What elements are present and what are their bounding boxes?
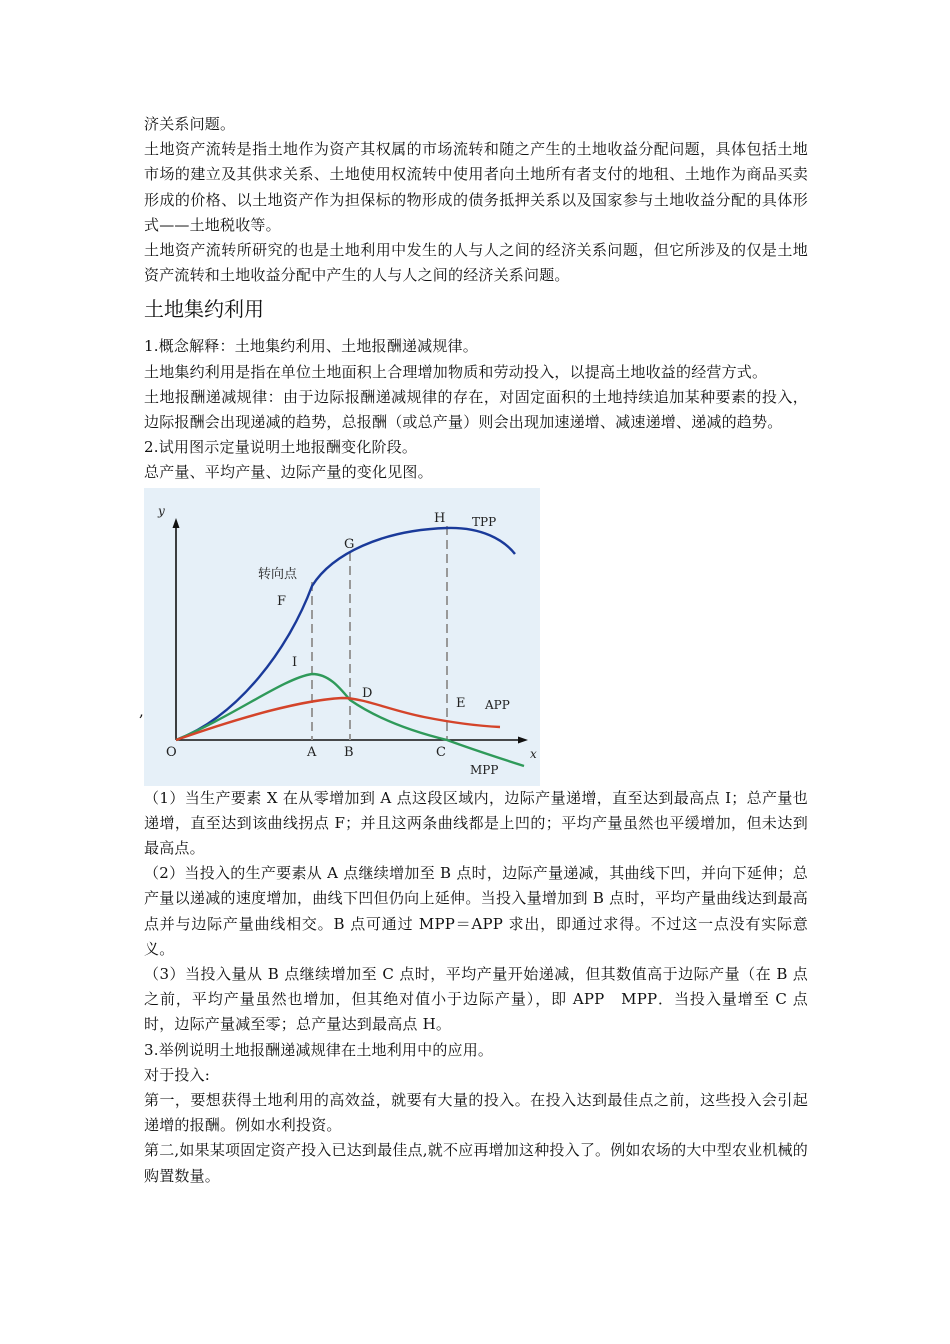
document-page: [139, 112, 808, 1189]
paragraph: 2.试用图示定量说明土地报酬变化阶段。: [144, 438, 418, 457]
tick-label-c: C: [436, 744, 446, 760]
production-curves-chart: [144, 488, 540, 786]
y-axis-label: y: [158, 503, 165, 518]
paragraph: 第二,如果某项固定资产投入已达到最佳点,就不应再增加这种投入了。例如农场的大中型农业机械的购置数量。: [144, 1141, 808, 1185]
paragraph: 土地资产流转是指土地作为资产其权属的市场流转和随之产生的土地收益分配问题，具体包括土地市场的建立及其供求关系、土地使用权流转中使用者向土地所有者支付的地租、土地作为商品买卖形成的价格、以土地资产作为担保标的物形成的债务抵押关系以及国家参与土地收益分配的具体形式——土地税收等。: [144, 140, 808, 234]
production-curves-figure: [139, 488, 540, 786]
paragraph: 对于投入:: [144, 1065, 211, 1084]
tick-label-a: A: [307, 744, 317, 760]
paragraph: 土地报酬递减规律：由于边际报酬递减规律的存在，对固定面积的土地持续追加某种要素的投入，边际报酬会出现递减的趋势，总报酬（或总产量）则会出现加速递增、减速递增、递减的趋势。: [144, 387, 808, 432]
point-label-i: I: [292, 654, 298, 670]
section-heading: 土地集约利用: [144, 297, 264, 322]
paragraph: 土地集约利用是指在单位土地面积上合理增加物质和劳动投入，以提高土地收益的经营方式。: [144, 362, 768, 381]
point-label-e: E: [456, 695, 466, 711]
point-label-d: D: [362, 685, 373, 701]
paragraph: （1）当生产要素 X 在从零增加到 A 点这段区域内，边际产量递增，直至达到最高点 I；总产量也递增，直至达到该曲线拐点 F；并且这两条曲线都是上凹的；平均产量虽然也平缓增加，但未达到最高点。: [144, 788, 808, 858]
paragraph: （2）当投入的生产要素从 A 点继续增加至 B 点时，边际产量递减，其曲线下凹，并向下延伸；总产量以递减的速度增加，曲线下凹但仍向上延伸。当投入量增加到 B 点时，平均产量曲线达到最高点并与边际产量曲线相交。B 点可通过 MPP＝APP 求出，即通过求得。不过这一点没有实际意义。: [144, 864, 808, 958]
x-axis-label: x: [530, 746, 537, 761]
paragraph: 济关系问题。: [144, 115, 236, 133]
point-label-g: G: [344, 536, 355, 552]
paragraph: 总产量、平均产量、边际产量的变化见图。: [144, 463, 433, 482]
series-label-mpp: MPP: [470, 762, 499, 777]
paragraph: （3）当投入量从 B 点继续增加至 C 点时，平均产量开始递减，但其数值高于边际产量（在 B 点之前，平均产量虽然也增加，但其绝对值小于边际产量），即 APP MPP．当投入量增至 C 点时，边际产量减至零；总产量达到最高点 H。: [144, 965, 808, 1034]
point-label-h: H: [434, 510, 446, 526]
origin-label: O: [166, 744, 177, 760]
paragraph: 土地资产流转所研究的也是土地利用中发生的人与人之间的经济关系问题，但它所涉及的仅是土地资产流转和土地收益分配中产生的人与人之间的经济关系问题。: [144, 241, 808, 285]
inflection-annotation: 转向点: [258, 566, 298, 582]
side-mark: ,: [139, 701, 144, 720]
paragraph: 第一，要想获得土地利用的高效益，就要有大量的投入。在投入达到最佳点之前，这些投入会引起递增的报酬。例如水利投资。: [144, 1091, 808, 1135]
series-label-tpp: TPP: [472, 514, 497, 529]
point-label-f: F: [277, 593, 287, 609]
paragraph: 3.举例说明土地报酬递减规律在土地利用中的应用。: [144, 1040, 494, 1059]
paragraph: 1.概念解释：土地集约利用、土地报酬递减规律。: [144, 337, 478, 356]
tick-label-b: B: [344, 744, 354, 760]
series-label-app: APP: [485, 697, 510, 712]
